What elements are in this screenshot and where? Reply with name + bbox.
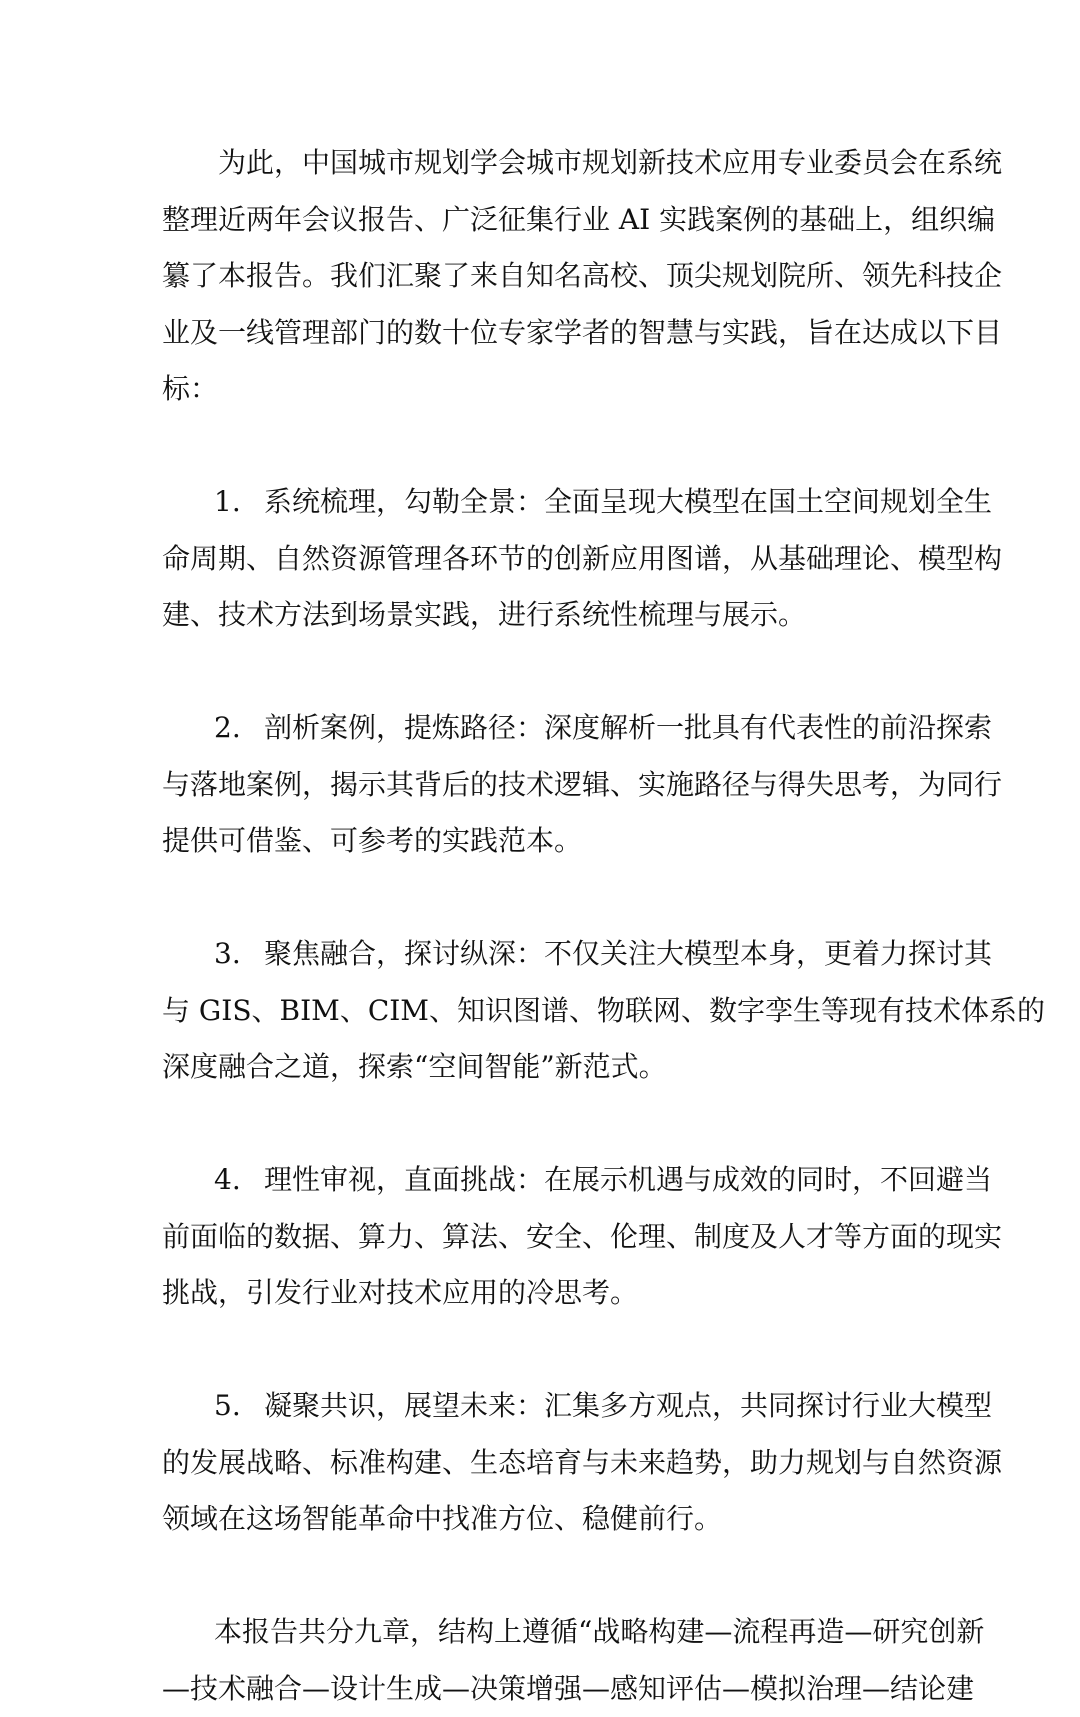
list-item-1-line-2: 命周期、自然资源管理各环节的创新应用图谱，从基础理论、模型构 <box>162 531 922 588</box>
list-item-1-text-1: 系统梳理，勾勒全景：全面呈现大模型在国土空间规划全生 <box>264 485 992 518</box>
list-item-4-line-1 <box>162 1152 922 1209</box>
list-item-2-line-1 <box>162 700 922 757</box>
intro-line-4: 业及一线管理部门的数十位专家学者的智慧与实践，旨在达成以下目 <box>162 305 922 362</box>
list-item-2-line-2: 与落地案例，揭示其背后的技术逻辑、实施路径与得失思考，为同行 <box>162 757 922 814</box>
intro-line-2: 整理近两年会议报告、广泛征集行业 AI 实践案例的基础上，组织编 <box>162 192 922 249</box>
list-item-3-text-1: 聚焦融合，探讨纵深：不仅关注大模型本身，更着力探讨其 <box>264 937 992 970</box>
list-item-4 <box>162 1152 922 1322</box>
closing-line-2: —技术融合—设计生成—决策增强—感知评估—模拟治理—结论建 <box>162 1661 922 1717</box>
list-item-1-number: 1. <box>162 474 264 531</box>
paragraph-spacer <box>162 418 922 475</box>
intro-paragraph <box>162 135 922 418</box>
list-item-2 <box>162 700 922 870</box>
list-item-3-number: 3. <box>162 926 264 983</box>
intro-line-5: 标： <box>162 361 922 418</box>
list-item-4-line-3: 挑战，引发行业对技术应用的冷思考。 <box>162 1265 922 1322</box>
closing-paragraph <box>162 1604 922 1717</box>
list-item-1 <box>162 474 922 644</box>
list-item-3 <box>162 926 922 1096</box>
intro-line-3: 纂了本报告。我们汇聚了来自知名高校、顶尖规划院所、领先科技企 <box>162 248 922 305</box>
list-item-2-number: 2. <box>162 700 264 757</box>
list-item-5-line-1 <box>162 1378 922 1435</box>
paragraph-spacer <box>162 644 922 701</box>
list-item-1-line-3: 建、技术方法到场景实践，进行系统性梳理与展示。 <box>162 587 922 644</box>
list-item-2-text-1: 剖析案例，提炼路径：深度解析一批具有代表性的前沿探索 <box>264 711 992 744</box>
list-item-5-number: 5. <box>162 1378 264 1435</box>
intro-line-1: 为此，中国城市规划学会城市规划新技术应用专业委员会在系统 <box>162 135 922 192</box>
list-item-3-line-2: 与 GIS、BIM、CIM、知识图谱、物联网、数字孪生等现有技术体系的 <box>162 983 922 1040</box>
paragraph-spacer <box>162 870 922 927</box>
paragraph-spacer <box>162 1548 922 1605</box>
paragraph-spacer <box>162 1322 922 1379</box>
list-item-4-number: 4. <box>162 1152 264 1209</box>
paragraph-spacer <box>162 1096 922 1153</box>
list-item-5-text-1: 凝聚共识，展望未来：汇集多方观点，共同探讨行业大模型 <box>264 1389 992 1422</box>
list-item-5 <box>162 1378 922 1548</box>
list-item-2-line-3: 提供可借鉴、可参考的实践范本。 <box>162 813 922 870</box>
list-item-4-line-2: 前面临的数据、算力、算法、安全、伦理、制度及人才等方面的现实 <box>162 1209 922 1266</box>
closing-line-1: 本报告共分九章，结构上遵循“战略构建—流程再造—研究创新 <box>162 1604 922 1661</box>
list-item-3-line-3: 深度融合之道，探索“空间智能”新范式。 <box>162 1039 922 1096</box>
list-item-3-line-1 <box>162 926 922 983</box>
list-item-5-line-3: 领域在这场智能革命中找准方位、稳健前行。 <box>162 1491 922 1548</box>
body-text <box>162 135 922 1717</box>
list-item-4-text-1: 理性审视，直面挑战：在展示机遇与成效的同时，不回避当 <box>264 1163 992 1196</box>
list-item-5-line-2: 的发展战略、标准构建、生态培育与未来趋势，助力规划与自然资源 <box>162 1435 922 1492</box>
list-item-1-line-1 <box>162 474 922 531</box>
